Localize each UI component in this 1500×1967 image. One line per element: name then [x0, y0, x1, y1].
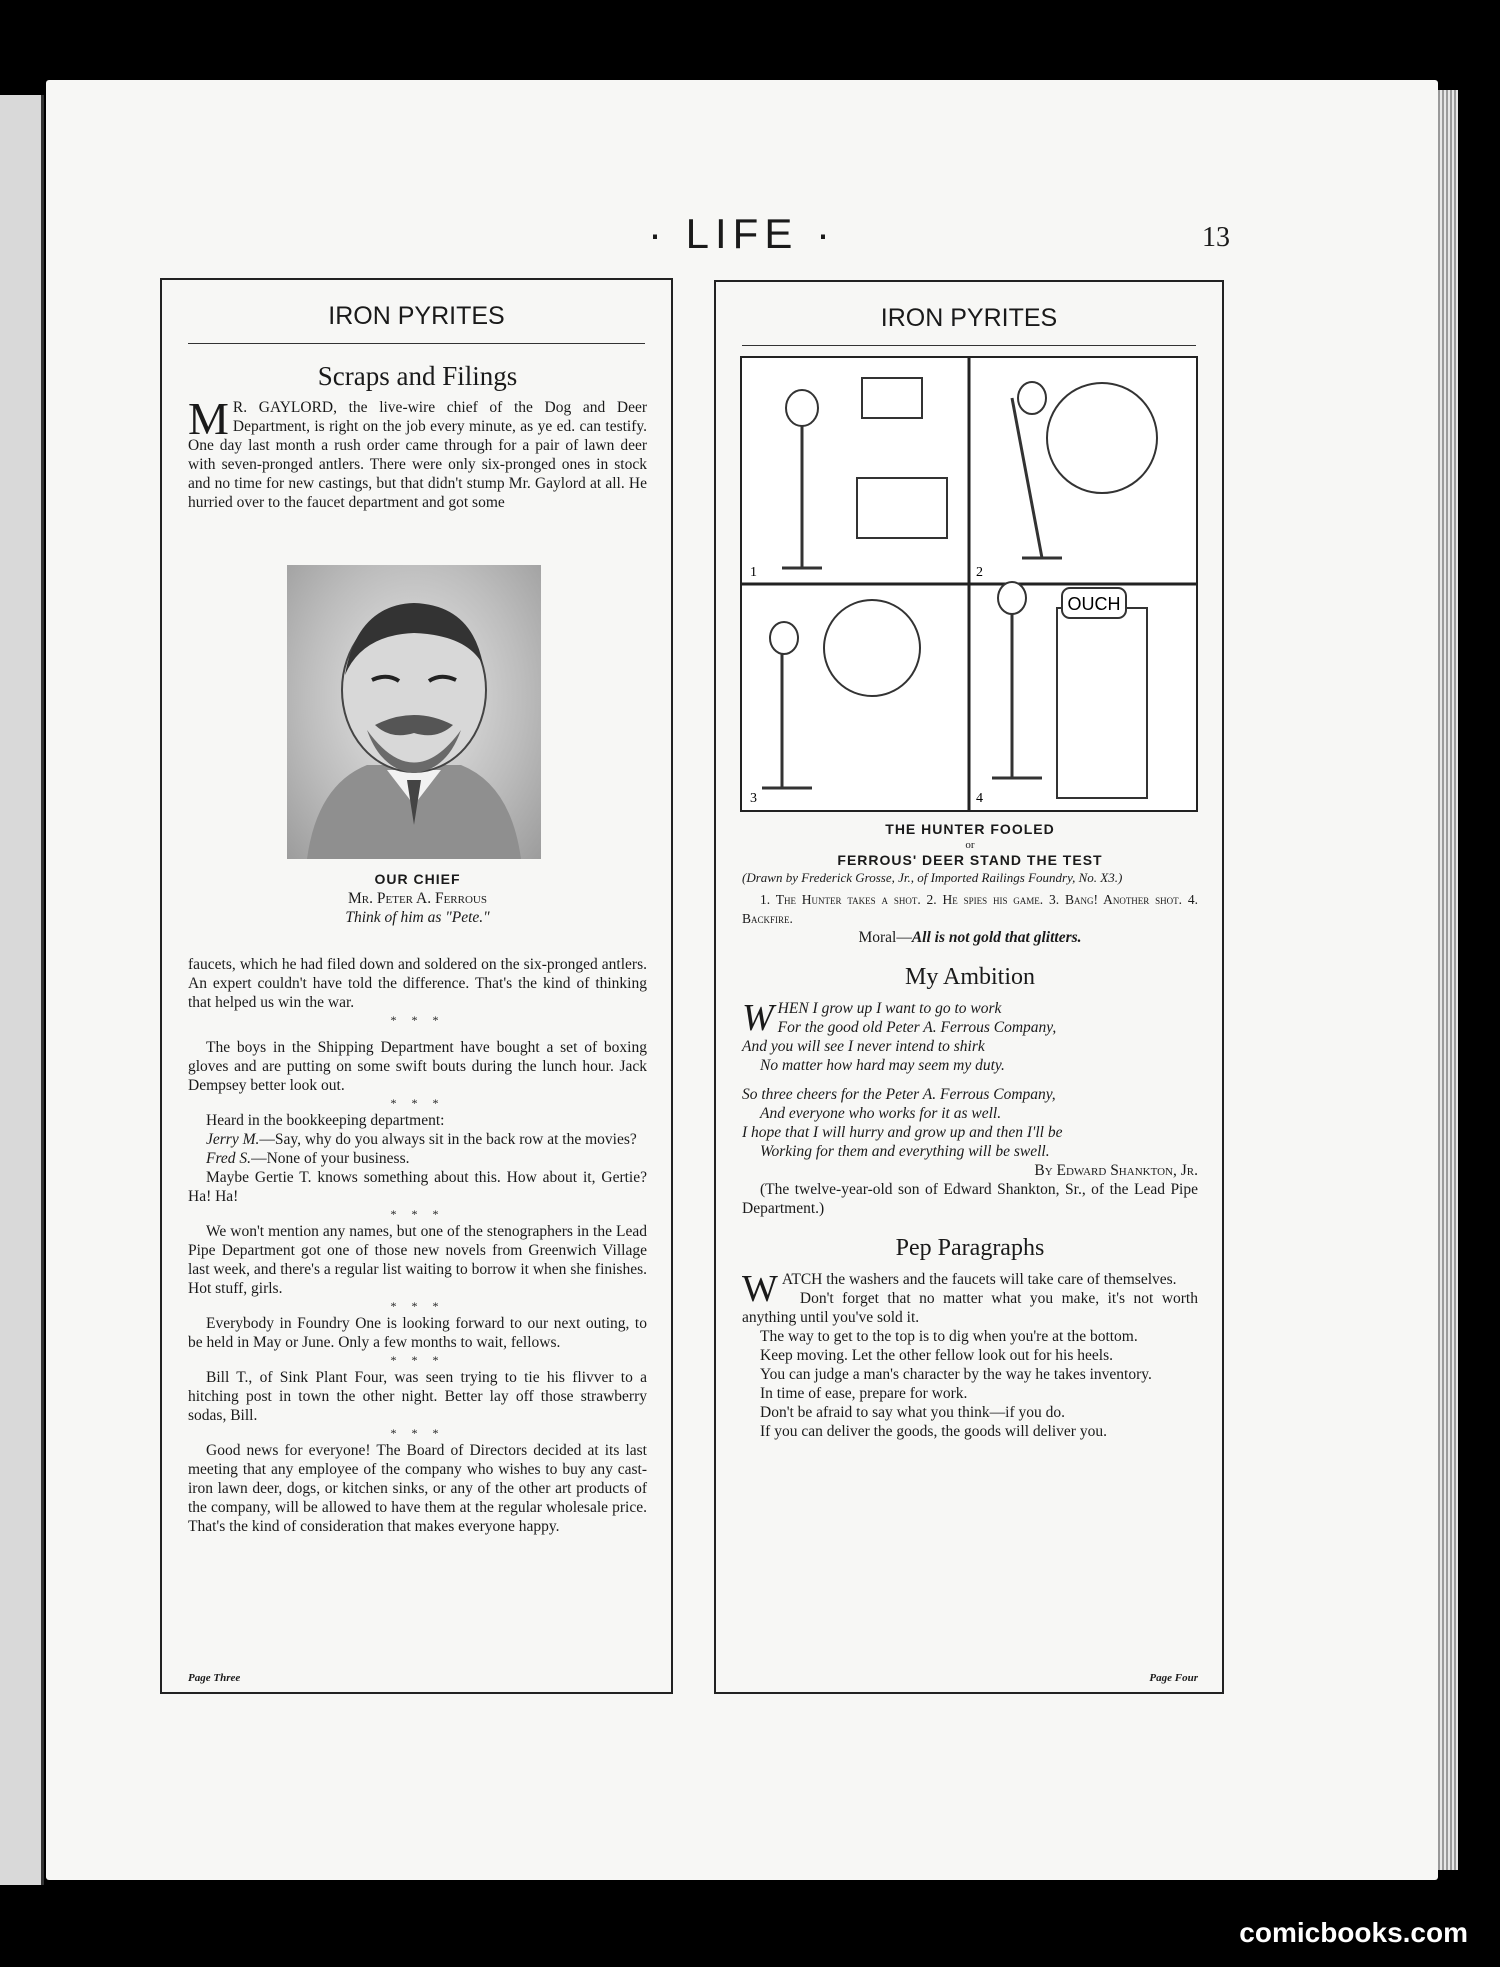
watermark: comicbooks.com — [1239, 1917, 1468, 1948]
dialogue-jerry: Jerry M.—Say, why do you always sit in the back row at the movies? — [206, 1131, 637, 1148]
comic-caption-block — [742, 820, 1198, 1441]
section-title: Scraps and Filings — [317, 361, 518, 391]
caption-quote: Think of him as "Pete." — [345, 909, 490, 926]
panel-header: IRON PYRITES — [328, 302, 505, 330]
pep-item: If you can deliver the goods, the goods will deliver you. — [760, 1423, 1107, 1440]
item-good-news: Good news for everyone! The Board of Directors decided at its last meeting that any employee of the company who wishes to buy any cast-iron lawn deer, dogs, or kitchen sinks, or any of the other art products of the company, will be allowed to have them at the regular wholesale price. That's the kind of consideration that makes everyone happy. — [188, 1442, 647, 1535]
ambition-title: My Ambition — [904, 964, 1036, 990]
comic-strip — [740, 356, 1198, 812]
left-page-edge — [0, 95, 44, 1885]
page-stack-edge — [1438, 90, 1458, 1870]
pep-item: You can judge a man's character by the way he takes inventory. — [760, 1366, 1152, 1383]
comic-panel-number: 1 — [750, 565, 757, 580]
pep-item: Don't be afraid to say what you think—if you do. — [760, 1404, 1065, 1421]
caption-name: Mr. Peter A. Ferrous — [348, 890, 487, 907]
ambition-poem: WHEN I grow up I want to go to work For the good old Peter A. Ferrous Company, And you will see I never intend to shirk No matter how hard may seem my duty. So three cheers for the Peter A. Ferrous Company, And everyone who works for it as well. I hope that I will hurry and grow up and then I'll be Working for them and everything will be swell. — [742, 997, 1063, 1160]
comic-or: or — [965, 839, 975, 851]
separator: * * * — [390, 1353, 445, 1367]
pep-title: Pep Paragraphs — [895, 1235, 1045, 1261]
page-footer: Page Three — [188, 1672, 241, 1684]
item-bill: Bill T., of Sink Plant Four, was seen trying to tie his flivver to a hitching post in town the other night. Better lay off those strawberry sodas, Bill. — [188, 1369, 647, 1424]
pep-item: The way to get to the top is to dig when you're at the bottom. — [760, 1328, 1138, 1345]
left-panel — [160, 278, 673, 1694]
comic-subtitle: FERROUS' DEER STAND THE TEST — [837, 852, 1103, 868]
pep-item: Don't forget that no matter what you make, it's not worth anything until you've sold it. — [742, 1290, 1198, 1326]
scraps-continued — [188, 955, 647, 1536]
chief-caption — [188, 870, 647, 927]
comic-moral: Moral—All is not gold that glitters. — [858, 929, 1082, 946]
comic-title: THE HUNTER FOOLED — [885, 821, 1055, 837]
item-foundry: Everybody in Foundry One is looking forward to our next outing, to be held in May or June. Only a few months to wait, fellows. — [188, 1315, 647, 1351]
intro-paragraph: R. GAYLORD, the live-wire chief of the Dog and Deer Department, is right on the job every minute, as ye ed. can testify. One day last month a rush order came through for a pair of lawn deer with seven-pronged antlers. There were only six-pronged ones in stock and no time for new castings, but that didn't stump Mr. Gaylord at all. He hurried over to the faucet department and got some — [188, 399, 647, 511]
pep-item: Keep moving. Let the other fellow look out for his heels. — [760, 1347, 1113, 1364]
scraps-intro — [188, 356, 647, 512]
comic-panel-number: 2 — [976, 565, 983, 580]
separator: * * * — [390, 1207, 445, 1221]
right-panel — [714, 280, 1224, 1694]
separator: * * * — [390, 1013, 445, 1027]
separator: * * * — [390, 1426, 445, 1440]
drop-cap: W — [742, 1268, 778, 1310]
page-number: 13 — [1202, 222, 1230, 253]
comic-steps: 1. The Hunter takes a shot. 2. He spies his game. 3. Bang! Another shot. 4. Backfire. — [742, 892, 1198, 926]
item-bookkeeping-intro: Heard in the bookkeeping department: — [206, 1112, 445, 1129]
header-rule — [742, 345, 1196, 346]
header-rule — [188, 343, 645, 344]
drop-cap: M — [188, 393, 229, 444]
masthead: · LIFE · — [647, 210, 836, 257]
comic-panel-number: 3 — [750, 791, 757, 806]
chief-portrait-image — [287, 565, 541, 859]
separator: * * * — [390, 1096, 445, 1110]
comic-credit: (Drawn by Frederick Grosse, Jr., of Imported Railings Foundry, No. X3.) — [742, 870, 1123, 885]
item-gertie: Maybe Gertie T. knows something about this. How about it, Gertie? Ha! Ha! — [188, 1169, 647, 1205]
item-shipping: The boys in the Shipping Department have bought a set of boxing gloves and are putting on some swift bouts during the lunch hour. Jack Dempsey better look out. — [188, 1039, 647, 1094]
caption-title: OUR CHIEF — [374, 871, 461, 887]
comic-panel-number: 4 — [976, 791, 983, 806]
ambition-note: (The twelve-year-old son of Edward Shankton, Sr., of the Lead Pipe Department.) — [742, 1181, 1198, 1217]
separator: * * * — [390, 1299, 445, 1313]
dialogue-fred: Fred S.—None of your business. — [206, 1150, 410, 1167]
pep-first: ATCH the washers and the faucets will take care of themselves. — [781, 1271, 1177, 1288]
ambition-byline: By Edward Shankton, Jr. — [1034, 1162, 1198, 1179]
page-footer: Page Four — [1149, 1672, 1198, 1684]
comic-bubble-text: OUCH — [1067, 594, 1121, 614]
panel-header: IRON PYRITES — [880, 304, 1058, 332]
pep-item: In time of ease, prepare for work. — [760, 1385, 968, 1402]
item-novels: We won't mention any names, but one of the stenographers in the Lead Pipe Department got one of those new novels from Greenwich Village last week, and there's a regular list waiting to borrow it when she finishes. Hot stuff, girls. — [188, 1223, 647, 1297]
continuation-paragraph: faucets, which he had filed down and soldered on the six-pronged antlers. An expert couldn't have told the difference. That's the kind of thinking that helped us win the war. — [188, 956, 647, 1011]
